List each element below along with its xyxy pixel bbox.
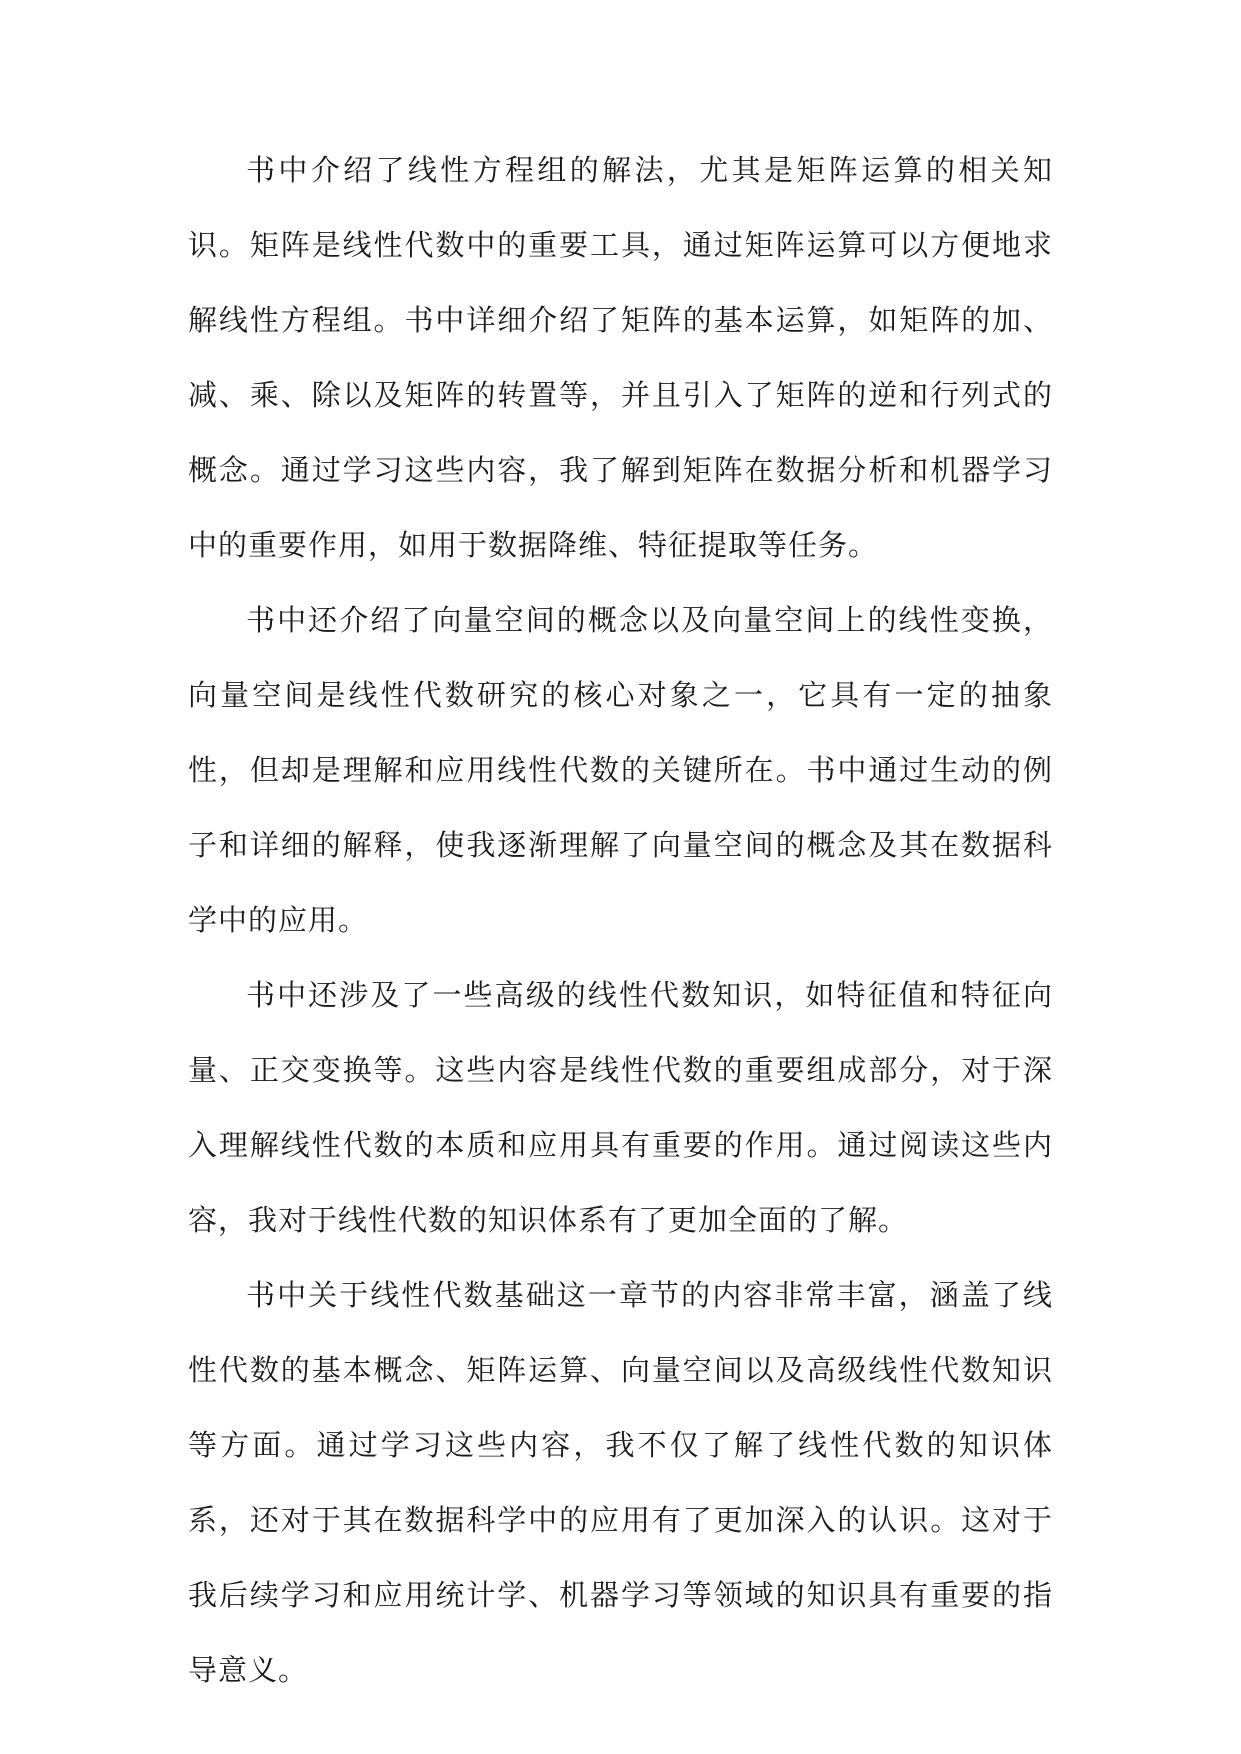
paragraph-matrix-operations: 书中介绍了线性方程组的解法，尤其是矩阵运算的相关知识。矩阵是线性代数中的重要工具，通过矩阵运算可以方便地求解线性方程组。书中详细介绍了矩阵的基本运算，如矩阵的加、减、乘、除以及矩阵的转置等，并且引入了矩阵的逆和行列式的概念。通过学习这些内容，我了解到矩阵在数据分析和机器学习中的重要作用，如用于数据降维、特征提取等任务。 [188, 153, 1053, 562]
paragraph-chapter-summary: 书中关于线性代数基础这一章节的内容非常丰富，涵盖了线性代数的基本概念、矩阵运算、向量空间以及高级线性代数知识等方面。通过学习这些内容，我不仅了解了线性代数的知识体系，还对于其在数据科学中的应用有了更加深入的认识。这对于我后续学习和应用统计学、机器学习等领域的知识具有重要的指导意义。 [188, 1278, 1053, 1687]
paragraph-advanced-topics: 书中还涉及了一些高级的线性代数知识，如特征值和特征向量、正交变换等。这些内容是线性代数的重要组成部分，对于深入理解线性代数的本质和应用具有重要的作用。通过阅读这些内容，我对于线性代数的知识体系有了更加全面的了解。 [188, 978, 1053, 1237]
document-page [188, 133, 1053, 1708]
paragraph-vector-spaces: 书中还介绍了向量空间的概念以及向量空间上的线性变换，向量空间是线性代数研究的核心对象之一，它具有一定的抽象性，但却是理解和应用线性代数的关键所在。书中通过生动的例子和详细的解释，使我逐渐理解了向量空间的概念及其在数据科学中的应用。 [188, 603, 1053, 937]
